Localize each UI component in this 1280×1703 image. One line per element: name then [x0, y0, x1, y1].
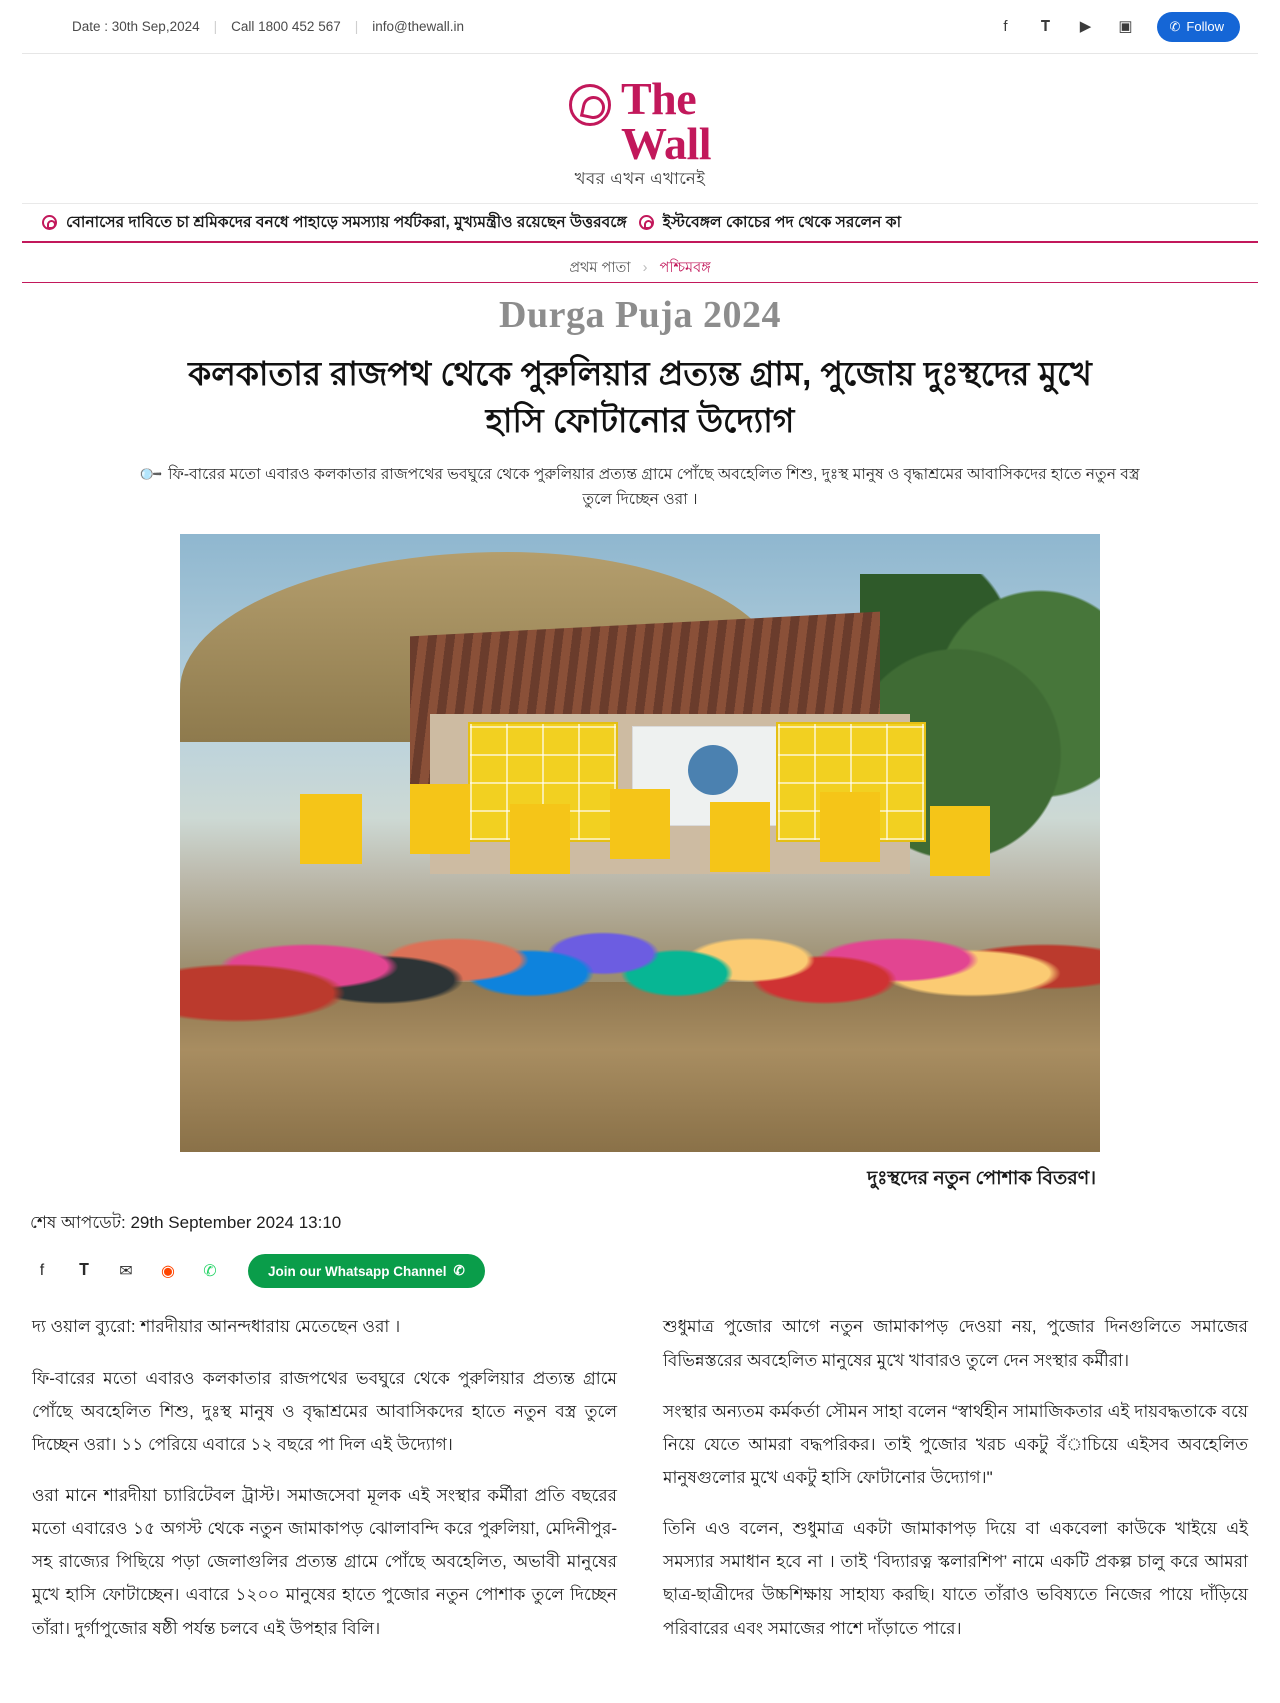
facebook-icon[interactable]: f — [1003, 18, 1008, 35]
ticker-item[interactable] — [639, 210, 901, 236]
article-paragraph: দ্য ওয়াল ব্যুরো: শারদীয়ার আনন্দধারায় মেতেছেন ওরা । — [32, 1317, 401, 1337]
share-twitter-icon[interactable]: 𝐓 — [78, 1262, 90, 1280]
current-date: Date : 30th Sep,2024 — [72, 19, 200, 34]
last-updated: শেষ আপডেট: 29th September 2024 13:10 — [30, 1213, 342, 1233]
share-email-icon[interactable]: ✉ — [119, 1263, 133, 1281]
follow-button-label: Follow — [1186, 19, 1224, 34]
hero-image-caption: দুঃস্থদের নতুন পোশাক বিতরণ। — [867, 1168, 1096, 1190]
article-column-left — [32, 1310, 617, 1662]
follow-button[interactable] — [1157, 12, 1240, 42]
phone-number[interactable]: Call 1800 452 567 — [231, 19, 341, 34]
whatsapp-icon: ✆ — [1169, 18, 1181, 34]
share-bar — [22, 1238, 1258, 1294]
share-whatsapp-icon[interactable]: ✆ — [203, 1263, 217, 1281]
twitter-icon[interactable]: 𝐓 — [1040, 18, 1051, 35]
ticker-item-label: বোনাসের দাবিতে চা শ্রমিকদের বনধে পাহাড়ে সমস্যায় পর্যটকরা, মুখ্যমন্ত্রীও রয়েছেন উত্তরবঙ্গে — [66, 213, 627, 231]
divider: | — [354, 19, 359, 34]
page-title: কলকাতার রাজপথ থেকে পুরুলিয়ার প্রত্যন্ত গ্রাম, পুজোয় দুঃস্থদের মুখে হাসি ফোটানোর উদ্যোগ — [188, 355, 1092, 440]
logo-line-2: Wall — [620, 118, 712, 170]
divider: | — [213, 19, 218, 34]
article-body — [22, 1294, 1258, 1702]
bullet-icon — [639, 215, 654, 230]
breadcrumb — [22, 243, 1258, 287]
site-tagline: খবর এখন এখানেই — [574, 170, 706, 189]
article-paragraph: শুধুমাত্র পুজোর আগে নতুন জামাকাপড় দেওয়া নয়, পুজোর দিনগুলিতে সমাজের বিভিন্নস্তরের অবহেলিত মানুষের মুখে খাবারও তুলে দেন সংস্থার কর্মীরা। — [663, 1317, 1248, 1370]
email-address[interactable]: info@thewall.in — [372, 19, 464, 34]
breadcrumb-current[interactable]: পশ্চিমবঙ্গ — [22, 260, 1258, 283]
whatsapp-icon: ✆ — [453, 1263, 465, 1279]
section-title: Durga Puja 2024 — [499, 294, 781, 337]
ticker-item[interactable] — [42, 210, 627, 236]
join-whatsapp-channel-button[interactable] — [248, 1254, 485, 1288]
logo-line-1: The — [620, 73, 697, 124]
share-reddit-icon[interactable]: ◉ — [161, 1263, 175, 1281]
breaking-news-ticker[interactable] — [22, 203, 1258, 243]
site-logo[interactable] — [569, 73, 712, 193]
breadcrumb-separator: › — [642, 260, 648, 277]
article-hero — [180, 534, 1100, 1196]
logo-wordmark — [620, 73, 712, 170]
youtube-icon[interactable]: ▶ — [1079, 18, 1092, 35]
article-paragraph: ফি-বারের মতো এবারও কলকাতার রাজপথের ভবঘুরে থেকে পুরুলিয়ার প্রত্যন্ত গ্রামে পোঁছে অবহেলিত শিশু, দুঃস্থ মানুষ ও বৃদ্ধাশ্রমের আবাসিকদের হাতে নতুন বস্ত্র তুলে দিচ্ছেন ওরা। ১১ পেরিয়ে এবারে ১২ বছরে পা দিল এই উদ্যোগ। — [32, 1368, 617, 1454]
top-contact-info — [72, 19, 464, 34]
article-paragraph: তিনি এও বলেন, শুধুমাত্র একটা জামাকাপড় দিয়ে বা একবেলা কাউকে খাইয়ে এই সমস্যার সমাধান হবে না । তাই ‘বিদ্যারত্ন স্কলারশিপ’ নামে একটি প্রকল্প চালু করে আমরা ছাত্র-ছাত্রীদের উচ্চশিক্ষায় সাহায্য করছি। যাতে তাঁরাও ভবিষ্যতে নিজের পায়ে দাঁড়িয়ে পরিবারের এবং সমাজের পাশে দাঁড়াতে পারে। — [663, 1519, 1248, 1638]
article-standfirst-text: ফি-বারের মতো এবারও কলকাতার রাজপথের ভবঘুরে থেকে পুরুলিয়ার প্রত্যন্ত গ্রামে পোঁছে অবহেলিত শিশু, দুঃস্থ মানুষ ও বৃদ্ধাশ্রমের আবাসিকদের হাতে নতুন বস্ত্র তুলে দিচ্ছেন ওরা । — [168, 465, 1140, 508]
search-icon: 🔍 — [138, 461, 165, 488]
instagram-icon[interactable]: ▣ — [1118, 18, 1133, 35]
hero-image — [180, 534, 1100, 1152]
article-paragraph: ওরা মানে শারদীয়া চ্যারিটেবল ট্রাস্ট। সমাজসেবা মূলক এই সংস্থার কর্মীরা প্রতি বছরের মতো এবারেও ১৫ অগস্ট থেকে নতুন জামাকাপড় ঝোলাবন্দি করে পুরুলিয়া, মেদিনীপুর-সহ রাজ্যের পিছিয়ে পড়া জেলাগুলির প্রত্যন্ত গ্রামে পোঁছে অবহেলিত, অভাবী মানুষের মুখে হাসি ফোটাচ্ছেন। এবারে ১২০০ মানুষের হাতে পুজোর নতুন পোশাক তুলে দিচ্ছেন তাঁরা। দুর্গাপুজোর ষষ্ঠী পর্যন্ত চলবে এই উপহার বিলি। — [32, 1486, 617, 1638]
top-social-links — [997, 12, 1240, 42]
join-whatsapp-channel-label: Join our Whatsapp Channel — [268, 1263, 447, 1279]
ticker-item-label: ইস্টবেঙ্গল কোচের পদ থেকে সরলেন কা — [662, 213, 902, 231]
logo-swirl-icon — [569, 84, 611, 126]
article-standfirst — [135, 463, 1145, 513]
article-column-right — [663, 1310, 1248, 1662]
article-paragraph: সংস্থার অন্যতম কর্মকর্তা সৌমন সাহা বলেন “স্বার্থহীন সামাজিকতার এই দায়বদ্ধতাকে বয়ে নিয়ে যেতে আমরা বদ্ধপরিকর। তাই পুজোর খরচ একটু বঁাচিয়ে এইসব অবহেলিত মানুষগুলোর মুখে একটু হাসি ফোটানোর উদ্যোগ।" — [663, 1401, 1248, 1488]
site-masthead — [22, 54, 1258, 203]
share-facebook-icon[interactable]: f — [39, 1262, 45, 1280]
top-utility-bar — [22, 0, 1258, 54]
hero-gift-bags — [180, 784, 1100, 934]
breadcrumb-home[interactable]: প্রথম পাতা — [569, 260, 631, 277]
bullet-icon — [42, 215, 57, 230]
